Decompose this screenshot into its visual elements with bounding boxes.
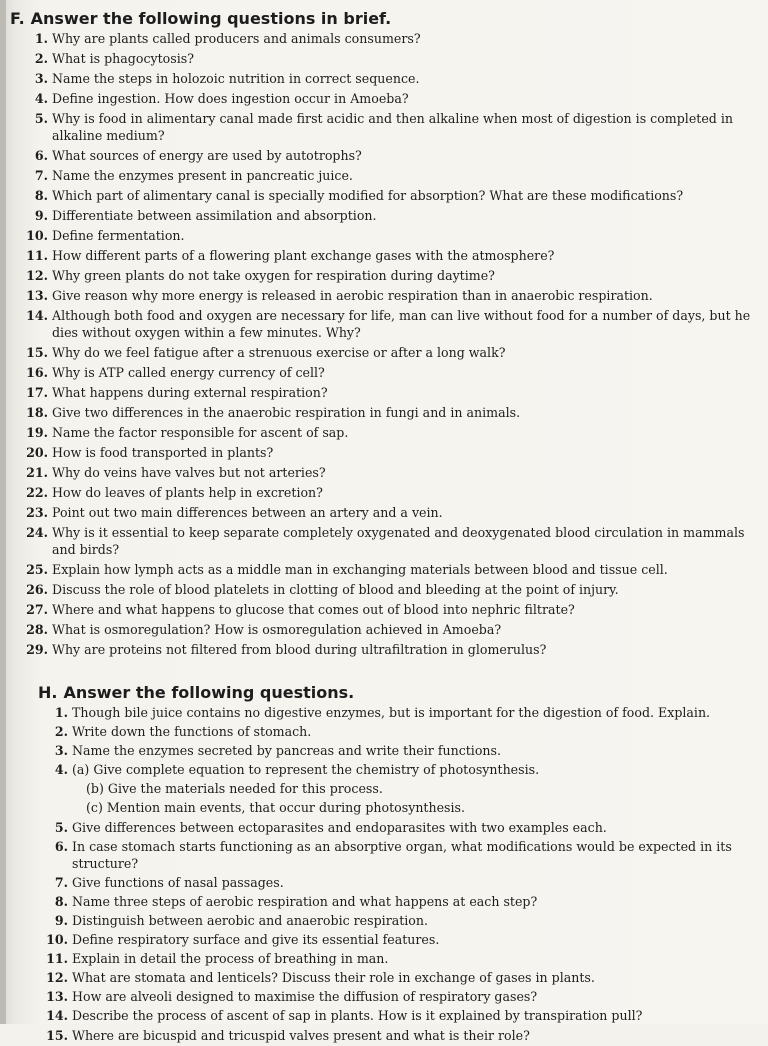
question-item (0, 893, 768, 912)
question-text: How do leaves of plants help in excretion? (52, 485, 323, 500)
question-text: Why is it essential to keep separate completely oxygenated and deoxygenated blood circulation in mammals and birds? (52, 525, 745, 557)
question-number: 25. (26, 562, 48, 577)
question-text: Why are plants called producers and animals consumers? (52, 31, 421, 46)
question-number: 8. (34, 188, 48, 203)
question-text: Differentiate between assimilation and absorption. (52, 208, 377, 223)
section-h-heading (0, 682, 768, 704)
question-text: Why is ATP called energy currency of cell? (52, 365, 325, 380)
question-text: Explain how lymph acts as a middle man in exchanging materials between blood and tissue cell. (52, 562, 668, 577)
question-item (0, 404, 768, 424)
question-item (0, 723, 768, 742)
question-item (0, 344, 768, 364)
question-number: 3. (34, 71, 48, 86)
question-item (0, 704, 768, 723)
section-f-title: Answer the following questions in brief. (30, 9, 392, 28)
question-text: Why do we feel fatigue after a strenuous exercise or after a long walk? (52, 345, 506, 360)
question-text: (c) Mention main events, that occur during photosynthesis. (86, 800, 466, 816)
question-number: 14. (46, 1008, 68, 1024)
question-number: 17. (26, 385, 48, 400)
question-text: In case stomach starts functioning as an absorptive organ, what modifications would be expected in its structure? (72, 838, 732, 871)
question-number: 4. (34, 91, 48, 106)
section-h (0, 682, 768, 1046)
question-number: 6. (54, 838, 68, 854)
question-text: Which part of alimentary canal is specially modified for absorption? What are these modifications? (52, 188, 684, 203)
question-text: How is food transported in plants? (52, 445, 274, 460)
question-text: (b) Give the materials needed for this process. (86, 781, 383, 797)
question-item (0, 147, 768, 167)
question-number: 2. (54, 724, 68, 740)
question-text: Give two differences in the anaerobic respiration in fungi and in animals. (52, 405, 521, 420)
question-number: 21. (26, 465, 48, 480)
question-number: 9. (34, 208, 48, 223)
question-text: Why do veins have valves but not arteries? (52, 465, 326, 480)
question-item (0, 167, 768, 187)
question-item (0, 227, 768, 247)
question-text: Name the steps in holozoic nutrition in correct sequence. (52, 71, 420, 86)
question-item (0, 247, 768, 267)
question-number: 10. (26, 228, 48, 243)
question-number: 12. (46, 970, 68, 986)
question-item (0, 30, 768, 50)
question-number: 15. (26, 345, 48, 360)
question-item (0, 267, 768, 287)
question-text: What are stomata and lenticels? Discuss their role in exchange of gases in plants. (72, 970, 595, 986)
question-item (0, 641, 768, 661)
question-item (0, 524, 768, 561)
question-item (0, 931, 768, 950)
question-number: 16. (26, 365, 48, 380)
question-text: Where and what happens to glucose that comes out of blood into nephric filtrate? (52, 602, 575, 617)
question-item (0, 207, 768, 227)
question-text: What is osmoregulation? How is osmoregulation achieved in Amoeba? (52, 622, 502, 637)
question-item (0, 307, 768, 344)
question-number: 5. (54, 819, 68, 835)
question-number: 11. (46, 951, 68, 967)
question-text: Explain in detail the process of breathing in man. (72, 951, 389, 967)
question-number: 22. (26, 485, 48, 500)
question-number: 6. (34, 148, 48, 163)
question-text: Name the factor responsible for ascent of sap. (52, 425, 349, 440)
question-number: 13. (46, 989, 68, 1005)
question-item (0, 424, 768, 444)
question-text: (a) Give complete equation to represent the chemistry of photosynthesis. (72, 762, 540, 778)
question-item (0, 50, 768, 70)
question-item (0, 742, 768, 761)
question-number: 7. (34, 168, 48, 183)
question-number: 20. (26, 445, 48, 460)
question-number: 24. (26, 525, 48, 540)
section-f-question-list (0, 30, 768, 661)
question-item (0, 187, 768, 207)
question-text: Write down the functions of stomach. (72, 724, 312, 740)
question-number: 5. (34, 111, 48, 126)
question-text: How different parts of a flowering plant exchange gases with the atmosphere? (52, 248, 555, 263)
question-number: 19. (26, 425, 48, 440)
question-item (0, 484, 768, 504)
section-f-letter: F. (10, 9, 25, 28)
section-h-title: Answer the following questions. (63, 683, 355, 702)
section-h-question-list (0, 704, 768, 1046)
question-number: 1. (34, 31, 48, 46)
question-text: Where are bicuspid and tricuspid valves present and what is their role? (72, 1027, 530, 1043)
question-number: 29. (26, 642, 48, 657)
question-text: Name the enzymes present in pancreatic juice. (52, 168, 353, 183)
question-item (0, 110, 768, 147)
question-text: Define fermentation. (52, 228, 185, 243)
question-number: 27. (26, 602, 48, 617)
question-text: Give reason why more energy is released in aerobic respiration than in anaerobic respiration. (52, 288, 653, 303)
question-number: 28. (26, 622, 48, 637)
question-text: Name the enzymes secreted by pancreas and write their functions. (72, 743, 501, 759)
question-text: Name three steps of aerobic respiration and what happens at each step? (72, 893, 538, 909)
question-text: Define respiratory surface and give its essential features. (72, 932, 440, 948)
question-text: Point out two main differences between an artery and a vein. (52, 505, 443, 520)
question-number: 13. (26, 288, 48, 303)
question-text: Define ingestion. How does ingestion occur in Amoeba? (52, 91, 409, 106)
question-number: 1. (54, 705, 68, 720)
question-text: How are alveoli designed to maximise the diffusion of respiratory gases? (72, 989, 538, 1005)
question-text: Why green plants do not take oxygen for respiration during daytime? (52, 268, 495, 283)
question-text: What is phagocytosis? (52, 51, 194, 66)
question-item (0, 561, 768, 581)
question-number: 23. (26, 505, 48, 520)
question-number: 14. (26, 308, 48, 323)
question-text: Although both food and oxygen are necessary for life, man can live without food for a number of days, but he dies without oxygen within a few minutes. Why? (52, 308, 751, 340)
question-number: 10. (46, 932, 68, 948)
question-number: 7. (54, 874, 68, 890)
section-f-heading (0, 8, 768, 30)
question-item (0, 384, 768, 404)
question-number: 11. (26, 248, 48, 263)
question-item (0, 1027, 768, 1046)
question-item (0, 819, 768, 838)
question-item (0, 70, 768, 90)
section-h-letter: H. (38, 683, 58, 702)
question-item (0, 950, 768, 969)
question-item (0, 780, 768, 799)
question-item (0, 444, 768, 464)
question-item (0, 90, 768, 110)
question-number: 12. (26, 268, 48, 283)
question-item (0, 799, 768, 818)
question-text: Distinguish between aerobic and anaerobic respiration. (72, 912, 429, 928)
question-number: 9. (54, 912, 68, 928)
section-f (0, 8, 768, 661)
question-item (0, 988, 768, 1007)
question-item (0, 504, 768, 524)
question-item (0, 969, 768, 988)
question-item (0, 601, 768, 621)
question-text: Why are proteins not filtered from blood during ultrafiltration in glomerulus? (52, 642, 547, 657)
question-item (0, 874, 768, 893)
question-text: Give functions of nasal passages. (72, 874, 284, 890)
question-number: 15. (46, 1027, 68, 1043)
question-text: What happens during external respiration? (52, 385, 328, 400)
question-text: What sources of energy are used by autotrophs? (52, 148, 362, 163)
question-text: Give differences between ectoparasites and endoparasites with two examples each. (72, 819, 607, 835)
question-number: 8. (54, 893, 68, 909)
question-text: Describe the process of ascent of sap in plants. How is it explained by transpiration pull? (72, 1008, 643, 1024)
question-text: Discuss the role of blood platelets in clotting of blood and bleeding at the point of injury. (52, 582, 619, 597)
question-text: Though bile juice contains no digestive enzymes, but is important for the digestion of food. Explain. (72, 705, 711, 720)
question-item (0, 621, 768, 641)
question-item (0, 287, 768, 307)
question-number: 18. (26, 405, 48, 420)
question-number: 26. (26, 582, 48, 597)
question-item (0, 912, 768, 931)
question-item (0, 838, 768, 874)
question-number: 4. (54, 762, 68, 778)
question-text: Why is food in alimentary canal made first acidic and then alkaline when most of digestion is completed in alkaline medium? (52, 111, 733, 143)
question-item (0, 364, 768, 384)
question-item (0, 761, 768, 780)
question-number: 2. (34, 51, 48, 66)
question-number: 3. (54, 743, 68, 759)
question-item (0, 581, 768, 601)
question-item (0, 464, 768, 484)
